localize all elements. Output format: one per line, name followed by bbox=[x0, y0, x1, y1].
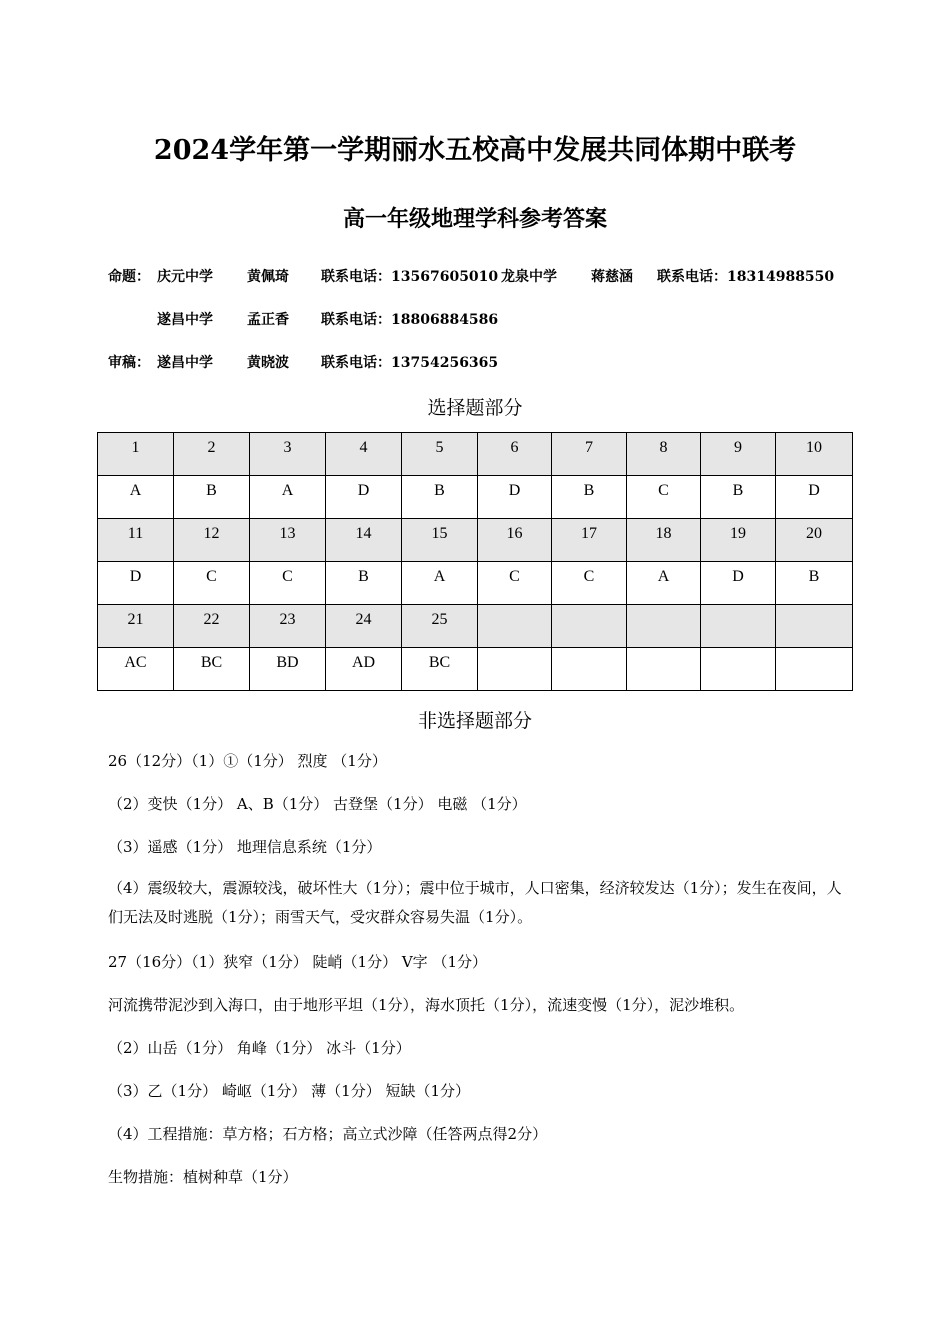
answer-cell: A bbox=[402, 562, 478, 605]
answer-cell: B bbox=[326, 562, 402, 605]
question-number-cell: 22 bbox=[174, 605, 250, 648]
answer-cell: B bbox=[776, 562, 853, 605]
author-phone: 联系电话：13567605010 bbox=[321, 269, 499, 285]
question-number-cell: 12 bbox=[174, 519, 250, 562]
answer-cell bbox=[478, 648, 552, 691]
answer-cell: D bbox=[98, 562, 174, 605]
q26-line-1: 26（12分）（1）①（1分） 烈度 （1分） bbox=[108, 752, 387, 770]
answer-row bbox=[98, 562, 853, 605]
question-number-cell bbox=[776, 605, 853, 648]
answer-cell: C bbox=[627, 476, 701, 519]
answer-cell: BC bbox=[402, 648, 478, 691]
question-number-cell: 13 bbox=[250, 519, 326, 562]
answer-cell: D bbox=[326, 476, 402, 519]
q27-line-2: 河流携带泥沙到入海口，由于地形平坦（1分），海水顶托（1分），流速变慢（1分），泥沙堆积。 bbox=[108, 996, 745, 1014]
question-number-cell: 19 bbox=[701, 519, 776, 562]
answer-row bbox=[98, 476, 853, 519]
question-number-cell: 21 bbox=[98, 605, 174, 648]
answer-cell bbox=[701, 648, 776, 691]
q27-line-3: （2）山岳（1分） 角峰（1分） 冰斗（1分） bbox=[108, 1039, 411, 1057]
question-number-cell: 16 bbox=[478, 519, 552, 562]
author-label-propose: 命题： bbox=[108, 269, 150, 285]
answer-cell: B bbox=[174, 476, 250, 519]
question-number-cell: 7 bbox=[552, 433, 627, 476]
answer-cell: B bbox=[402, 476, 478, 519]
author-school: 庆元中学 bbox=[157, 269, 213, 285]
document-subtitle: 高一年级地理学科参考答案 bbox=[342, 207, 607, 232]
answer-cell: D bbox=[776, 476, 853, 519]
answer-cell: AD bbox=[326, 648, 402, 691]
q26-line-2: （2）变快（1分） A、B（1分） 古登堡（1分） 电磁 （1分） bbox=[108, 795, 527, 813]
answer-cell: C bbox=[552, 562, 627, 605]
q26-line-3: （3）遥感（1分） 地理信息系统（1分） bbox=[108, 838, 382, 856]
question-number-row bbox=[98, 605, 853, 648]
reviewer-name: 黄晓波 bbox=[247, 355, 289, 371]
question-number-cell: 14 bbox=[326, 519, 402, 562]
author-name: 蒋慈涵 bbox=[591, 269, 633, 285]
question-number-cell: 23 bbox=[250, 605, 326, 648]
question-number-cell: 24 bbox=[326, 605, 402, 648]
section-heading-nonchoice: 非选择题部分 bbox=[417, 710, 532, 732]
answer-cell bbox=[552, 648, 627, 691]
author-school: 龙泉中学 bbox=[501, 269, 557, 285]
question-number-cell: 11 bbox=[98, 519, 174, 562]
answer-row bbox=[98, 648, 853, 691]
question-number-row bbox=[98, 519, 853, 562]
question-number-cell: 17 bbox=[552, 519, 627, 562]
answer-cell: A bbox=[98, 476, 174, 519]
question-number-cell: 2 bbox=[174, 433, 250, 476]
answer-cell: A bbox=[627, 562, 701, 605]
answer-cell: AC bbox=[98, 648, 174, 691]
author-phone: 联系电话：18806884586 bbox=[321, 312, 499, 328]
author-name: 黄佩琦 bbox=[247, 269, 289, 285]
question-number-cell: 4 bbox=[326, 433, 402, 476]
question-number-cell: 15 bbox=[402, 519, 478, 562]
question-number-cell: 10 bbox=[776, 433, 853, 476]
document-title: 2024学年第一学期丽水五校高中发展共同体期中联考 bbox=[153, 135, 797, 166]
author-school: 遂昌中学 bbox=[157, 312, 213, 328]
answer-cell: BC bbox=[174, 648, 250, 691]
answer-cell: C bbox=[250, 562, 326, 605]
q27-line-4: （3）乙（1分） 崎岖（1分） 薄（1分） 短缺（1分） bbox=[108, 1082, 471, 1100]
question-number-cell: 8 bbox=[627, 433, 701, 476]
question-number-cell: 18 bbox=[627, 519, 701, 562]
question-number-cell: 9 bbox=[701, 433, 776, 476]
answer-cell: D bbox=[701, 562, 776, 605]
question-number-cell: 1 bbox=[98, 433, 174, 476]
answer-table bbox=[97, 432, 853, 691]
author-label-review: 审稿： bbox=[108, 355, 150, 371]
answer-cell: C bbox=[174, 562, 250, 605]
answer-cell: B bbox=[552, 476, 627, 519]
question-number-row bbox=[98, 433, 853, 476]
author-name: 孟正香 bbox=[247, 312, 289, 328]
q27-line-1: 27（16分）（1）狭窄（1分） 陡峭（1分） V字 （1分） bbox=[108, 953, 487, 971]
reviewer-phone: 联系电话：13754256365 bbox=[321, 355, 499, 371]
answer-cell bbox=[627, 648, 701, 691]
author-phone: 联系电话：18314988550 bbox=[657, 269, 835, 285]
answer-cell: BD bbox=[250, 648, 326, 691]
answer-cell: A bbox=[250, 476, 326, 519]
reviewer-school: 遂昌中学 bbox=[157, 355, 213, 371]
question-number-cell: 25 bbox=[402, 605, 478, 648]
question-number-cell bbox=[701, 605, 776, 648]
section-heading-choice: 选择题部分 bbox=[427, 397, 523, 419]
q27-line-5: （4）工程措施：草方格；石方格；高立式沙障（任答两点得2分） bbox=[108, 1125, 548, 1143]
question-number-cell: 3 bbox=[250, 433, 326, 476]
answer-cell: C bbox=[478, 562, 552, 605]
q27-line-6: 生物措施：植树种草（1分） bbox=[108, 1168, 298, 1186]
q26-line-4: （4）震级较大，震源较浅，破坏性大（1分）；震中位于城市，人口密集，经济较发达（1分）；发生在夜间，人们无法及时逃脱（1分）；雨雪天气，受灾群众容易失温（1分）。 bbox=[108, 879, 842, 926]
answer-cell: D bbox=[478, 476, 552, 519]
question-number-cell bbox=[478, 605, 552, 648]
question-number-cell bbox=[552, 605, 627, 648]
question-number-cell: 6 bbox=[478, 433, 552, 476]
question-number-cell bbox=[627, 605, 701, 648]
question-number-cell: 20 bbox=[776, 519, 853, 562]
answer-cell: B bbox=[701, 476, 776, 519]
answer-cell bbox=[776, 648, 853, 691]
question-number-cell: 5 bbox=[402, 433, 478, 476]
